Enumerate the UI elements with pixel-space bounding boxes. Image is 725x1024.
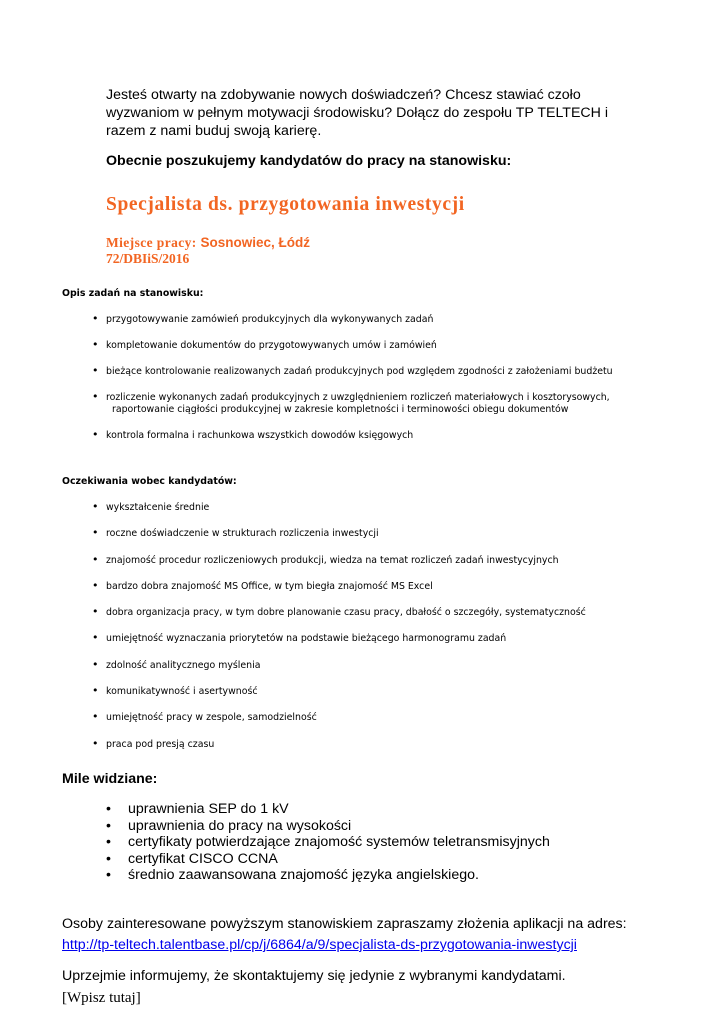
bullet-icon: • [92, 526, 99, 539]
list-item: • bieżące kontrolowanie realizowanych zadań produkcyjnych pod względem zgodności z założeniami budżetu [92, 364, 613, 377]
bullet-icon: • [92, 631, 99, 644]
list-item: • średnio zaawansowana znajomość języka angielskiego. [106, 867, 479, 883]
list-item: • komunikatywność i asertywność [92, 684, 258, 697]
list-item: • wykształcenie średnie [92, 500, 210, 513]
apply-link-line [62, 937, 577, 953]
list-item: • zdolność analitycznego myślenia [92, 658, 261, 671]
list-item: • praca pod presją czasu [92, 737, 215, 750]
bullet-icon: • [106, 850, 111, 867]
bullet-icon: • [92, 364, 99, 377]
bullet-icon: • [92, 338, 99, 351]
list-item: • umiejętność pracy w zespole, samodzielność [92, 710, 317, 723]
bullet-icon: • [106, 817, 111, 834]
list-item: • umiejętność wyznaczania priorytetów na podstawie bieżącego harmonogramu zadań [92, 631, 507, 644]
list-item: • roczne doświadczenie w strukturach rozliczenia inwestycji [92, 526, 379, 539]
job-title: Specjalista ds. przygotowania inwestycji [106, 194, 465, 215]
bullet-icon: • [92, 390, 99, 403]
bullet-icon: • [92, 605, 99, 618]
bullet-icon: • [106, 867, 111, 883]
bullet-icon: • [92, 500, 99, 513]
bullet-icon: • [106, 834, 111, 850]
bullet-icon: • [92, 684, 99, 697]
reference-number: 72/DBIiS/2016 [106, 251, 190, 266]
bullet-icon: • [92, 579, 99, 592]
bullet-icon: • [92, 312, 99, 325]
list-item-continuation: raportowanie ciągłości produkcyjnej w zakresie kompletności i terminowości obiegu dokumentów [112, 404, 569, 415]
list-item: • znajomość procedur rozliczeniowych produkcji, wiedza na temat rozliczeń zadań inwestycyjnych [92, 553, 559, 566]
apply-text: Osoby zainteresowane powyższym stanowiskiem zapraszamy złożenia aplikacji na adres: [62, 916, 627, 932]
nice-to-have-list [106, 801, 550, 884]
workplace-line [106, 235, 310, 251]
bullet-icon: • [106, 801, 111, 817]
list-item: • kontrola formalna i rachunkowa wszystkich dowodów księgowych [92, 428, 414, 441]
list-item: • uprawnienia SEP do 1 kV [106, 801, 289, 817]
bullet-icon: • [92, 428, 99, 441]
list-item: • rozliczenie wykonanych zadań produkcyjnych z uwzględnieniem rozliczeń materiałowych i kosztorysowych, raportowanie ciągłości produkcyjnej w zakresie kompletności i terminowości obiegu dokumentów [92, 390, 610, 415]
seeking-heading: Obecnie poszukujemy kandydatów do pracy na stanowisku: [106, 153, 512, 169]
placeholder-field[interactable]: [Wpisz tutaj] [62, 990, 141, 1006]
bullet-icon: • [92, 710, 99, 723]
workplace-value: Sosnowiec, Łódź [200, 235, 310, 250]
duties-heading: Opis zadań na stanowisku: [62, 288, 204, 299]
workplace-label: Miejsce pracy: [106, 235, 197, 250]
list-item: • kompletowanie dokumentów do przygotowywanych umów i zamówień [92, 338, 437, 351]
apply-link[interactable]: http://tp-teltech.talentbase.pl/cp/j/6864/a/9/specjalista-ds-przygotowania-inwestycji [62, 937, 577, 953]
bullet-icon: • [92, 737, 99, 750]
list-item: • uprawnienia do pracy na wysokości [106, 817, 352, 834]
list-item: • certyfikaty potwierdzające znajomość systemów teletransmisyjnych [106, 834, 550, 850]
list-item: • bardzo dobra znajomość MS Office, w tym biegła znajomość MS Excel [92, 579, 433, 592]
nice-to-have-heading: Mile widziane: [62, 771, 158, 787]
bullet-icon: • [92, 658, 99, 671]
list-item: • przygotowywanie zamówień produkcyjnych dla wykonywanych zadań [92, 312, 434, 325]
expectations-heading: Oczekiwania wobec kandydatów: [62, 476, 237, 487]
closing-text: Uprzejmie informujemy, że skontaktujemy się jedynie z wybranymi kandydatami. [62, 968, 566, 984]
intro-paragraph: Jesteś otwarty na zdobywanie nowych doświadczeń? Chcesz stawiać czoło wyzwaniom w pełnym motywacji środowisku? Dołącz do zespołu TP TELTECH i razem z nami buduj swoją karierę. [106, 87, 608, 139]
bullet-icon: • [92, 553, 99, 566]
list-item: • certyfikat CISCO CCNA [106, 850, 278, 867]
list-item: • dobra organizacja pracy, w tym dobre planowanie czasu pracy, dbałość o szczegóły, systematyczność [92, 605, 586, 618]
